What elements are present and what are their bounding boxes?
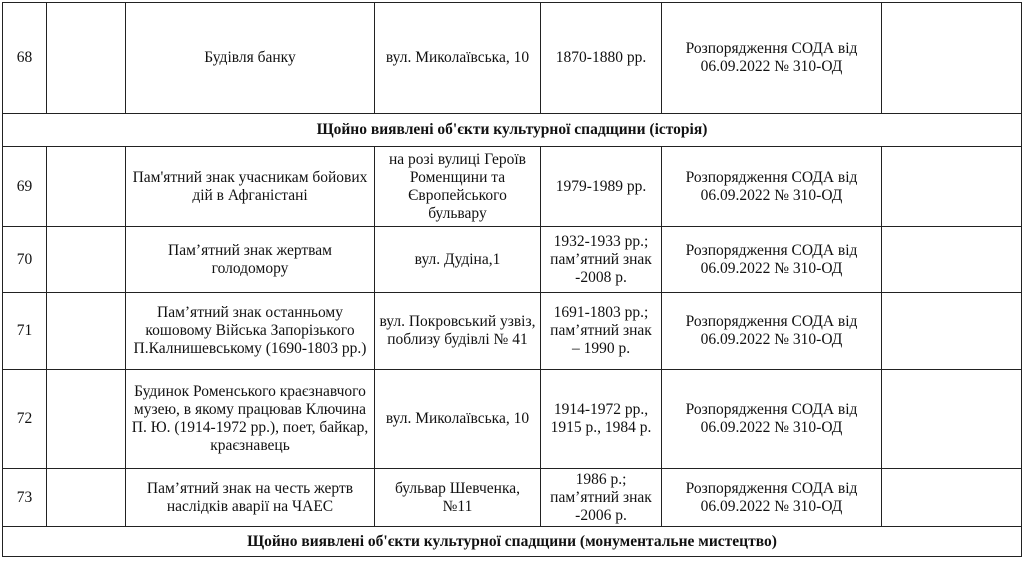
object-name: Будинок Роменського краєзнавчого музею, в якому працював Ключина П. Ю. (1914-1972 рр.), поет, байкар, краєзнавець xyxy=(126,370,375,469)
object-name: Пам’ятний знак на честь жертв наслідків аварії на ЧАЕС xyxy=(126,469,375,527)
table-row xyxy=(3,293,1022,370)
table-row xyxy=(3,147,1022,227)
object-document: Розпорядження СОДА від 06.09.2022 № 310-ОД xyxy=(662,147,882,227)
object-address: вул. Дудіна,1 xyxy=(375,227,541,293)
row-number: 68 xyxy=(3,3,47,114)
table-row xyxy=(3,370,1022,469)
section-title: Щойно виявлені об'єкти культурної спадщини (історія) xyxy=(3,114,1022,147)
object-document: Розпорядження СОДА від 06.09.2022 № 310-ОД xyxy=(662,469,882,527)
object-name: Пам'ятний знак учасникам бойових дій в Афганістані xyxy=(126,147,375,227)
empty-cell xyxy=(882,3,1022,114)
empty-cell xyxy=(47,370,126,469)
empty-cell xyxy=(47,3,126,114)
object-document: Розпорядження СОДА від 06.09.2022 № 310-ОД xyxy=(662,370,882,469)
section-row xyxy=(3,114,1022,147)
row-number: 71 xyxy=(3,293,47,370)
object-document: Розпорядження СОДА від 06.09.2022 № 310-ОД xyxy=(662,293,882,370)
object-name: Будівля банку xyxy=(126,3,375,114)
object-name: Пам’ятний знак останньому кошовому Війська Запорізького П.Калнишевському (1690-1803 рр.) xyxy=(126,293,375,370)
object-document: Розпорядження СОДА від 06.09.2022 № 310-ОД xyxy=(662,227,882,293)
table-row xyxy=(3,227,1022,293)
object-date: 1986 р.; пам’ятний знак -2006 р. xyxy=(541,469,662,527)
object-address: бульвар Шевченка, №11 xyxy=(375,469,541,527)
object-address: вул. Покровський узвіз, поблизу будівлі № 41 xyxy=(375,293,541,370)
row-number: 69 xyxy=(3,147,47,227)
object-date: 1932-1933 рр.; пам’ятний знак -2008 р. xyxy=(541,227,662,293)
empty-cell xyxy=(47,147,126,227)
object-date: 1691-1803 рр.; пам’ятний знак – 1990 р. xyxy=(541,293,662,370)
heritage-registry-table xyxy=(2,2,1022,557)
table-row xyxy=(3,3,1022,114)
object-date: 1979-1989 рр. xyxy=(541,147,662,227)
table-row xyxy=(3,469,1022,527)
row-number: 73 xyxy=(3,469,47,527)
object-name: Пам’ятний знак жертвам голодомору xyxy=(126,227,375,293)
empty-cell xyxy=(882,147,1022,227)
object-address: на розі вулиці Героїв Роменщини та Європейського бульвару xyxy=(375,147,541,227)
object-document: Розпорядження СОДА від 06.09.2022 № 310-ОД xyxy=(662,3,882,114)
empty-cell xyxy=(882,293,1022,370)
object-date: 1870-1880 рр. xyxy=(541,3,662,114)
empty-cell xyxy=(47,293,126,370)
empty-cell xyxy=(47,469,126,527)
empty-cell xyxy=(882,227,1022,293)
empty-cell xyxy=(882,370,1022,469)
section-title: Щойно виявлені об'єкти культурної спадщини (монументальне мистецтво) xyxy=(3,527,1022,557)
section-row xyxy=(3,527,1022,557)
object-date: 1914-1972 рр., 1915 р., 1984 р. xyxy=(541,370,662,469)
row-number: 70 xyxy=(3,227,47,293)
empty-cell xyxy=(47,227,126,293)
row-number: 72 xyxy=(3,370,47,469)
object-address: вул. Миколаївська, 10 xyxy=(375,3,541,114)
object-address: вул. Миколаївська, 10 xyxy=(375,370,541,469)
empty-cell xyxy=(882,469,1022,527)
